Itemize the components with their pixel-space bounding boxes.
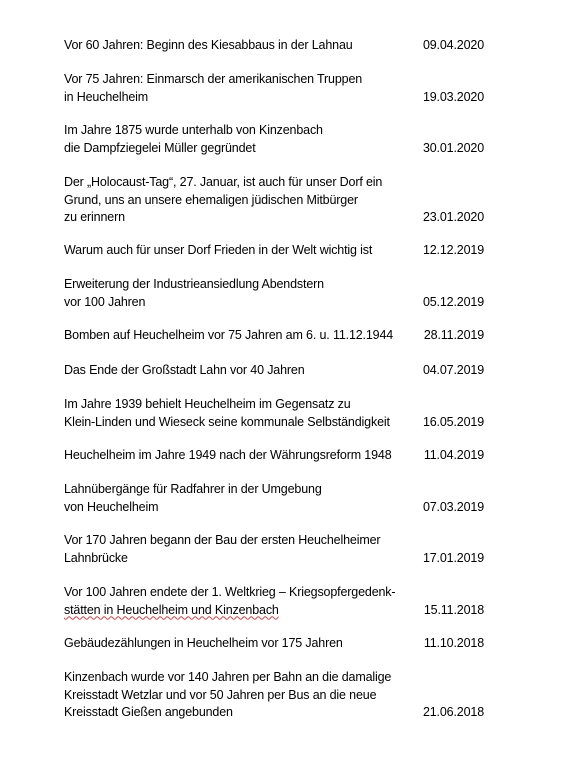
list-item [64, 276, 484, 311]
list-item [64, 122, 484, 157]
list-item [64, 242, 484, 260]
entry-title-line: Das Ende der Großstadt Lahn vor 40 Jahren [64, 363, 305, 377]
entry-date: 11.10.2018 [423, 636, 484, 650]
entry-title-line: Kreisstadt Wetzlar und vor 50 Jahren per Bus an die neue [64, 687, 377, 702]
entry-title-line: Grund, uns an unsere ehemaligen jüdischen Mitbürger [64, 192, 358, 207]
entry-date: 12.12.2019 [422, 243, 484, 257]
entry-title-line: stätten in Heuchelheim und Kinzenbach [64, 602, 279, 617]
entry-date: 28.11.2019 [423, 328, 484, 342]
entry-title-line: in Heuchelheim [64, 89, 149, 104]
entry-title-line: Im Jahre 1939 behielt Heuchelheim im Gegensatz zu [64, 397, 351, 411]
list-item [64, 481, 484, 516]
entry-date: 09.04.2020 [422, 38, 484, 52]
entry-date: 07.03.2019 [422, 499, 484, 514]
entry-title-line: Vor 100 Jahren endete der 1. Weltkrieg – Kriegsopfergedenk- [64, 585, 396, 599]
entry-date: 05.12.2019 [422, 294, 484, 309]
entry-title-line: Gebäudezählungen in Heuchelheim vor 175 Jahren [64, 636, 343, 650]
list-item [64, 71, 484, 106]
entry-date: 11.04.2019 [423, 448, 484, 462]
list-item [64, 327, 484, 345]
entry-date: 16.05.2019 [422, 414, 484, 429]
entry-title-line: Lahnübergänge für Radfahrer in der Umgebung [64, 482, 322, 496]
entry-date: 23.01.2020 [422, 210, 484, 224]
list-item [64, 362, 484, 380]
entry-date: 04.07.2019 [422, 363, 484, 377]
entry-title-line: zu erinnern [64, 210, 125, 224]
entry-date: 30.01.2020 [422, 140, 484, 155]
list-item [64, 447, 484, 465]
entry-title-line: die Dampfziegelei Müller gegründet [64, 140, 256, 155]
list-item [64, 174, 484, 227]
list-item [64, 37, 484, 55]
entry-date: 15.11.2018 [423, 602, 484, 617]
entry-title-line: von Heuchelheim [64, 499, 159, 514]
entry-title-line: Klein-Linden und Wieseck seine kommunale Selbständigkeit [64, 414, 390, 429]
entry-title-line: Vor 170 Jahren begann der Bau der ersten Heuchelheimer [64, 533, 381, 547]
entry-title-line: Vor 60 Jahren: Beginn des Kiesabbaus in der Lahnau [64, 38, 353, 52]
entry-date: 21.06.2018 [422, 705, 484, 719]
entry-date: 17.01.2019 [422, 550, 484, 565]
entry-title-line: Bomben auf Heuchelheim vor 75 Jahren am 6. u. 11.12.1944 [64, 328, 394, 342]
entry-title-line: Erweiterung der Industrieansiedlung Abendstern [64, 277, 324, 291]
entry-title-line: Vor 75 Jahren: Einmarsch der amerikanischen Truppen [64, 72, 363, 86]
entry-title-line: Im Jahre 1875 wurde unterhalb von Kinzenbach [64, 123, 323, 137]
entry-title-line: Kinzenbach wurde vor 140 Jahren per Bahn an die damalige [64, 670, 392, 684]
list-item [64, 532, 484, 567]
list-item [64, 396, 484, 431]
entry-title-line: Kreisstadt Gießen angebunden [64, 705, 233, 719]
entry-title-line: vor 100 Jahren [64, 294, 146, 309]
entry-title-line: Heuchelheim im Jahre 1949 nach der Währungsreform 1948 [64, 448, 392, 462]
entry-title-line: Lahnbrücke [64, 550, 128, 565]
entry-date: 19.03.2020 [422, 89, 484, 104]
entry-title-line: Der „Holocaust-Tag“, 27. Januar, ist auch für unser Dorf ein [64, 175, 383, 189]
entry-title-line: Warum auch für unser Dorf Frieden in der Welt wichtig ist [64, 243, 373, 257]
list-item [64, 584, 484, 619]
list-item [64, 635, 484, 653]
list-item [64, 669, 484, 722]
